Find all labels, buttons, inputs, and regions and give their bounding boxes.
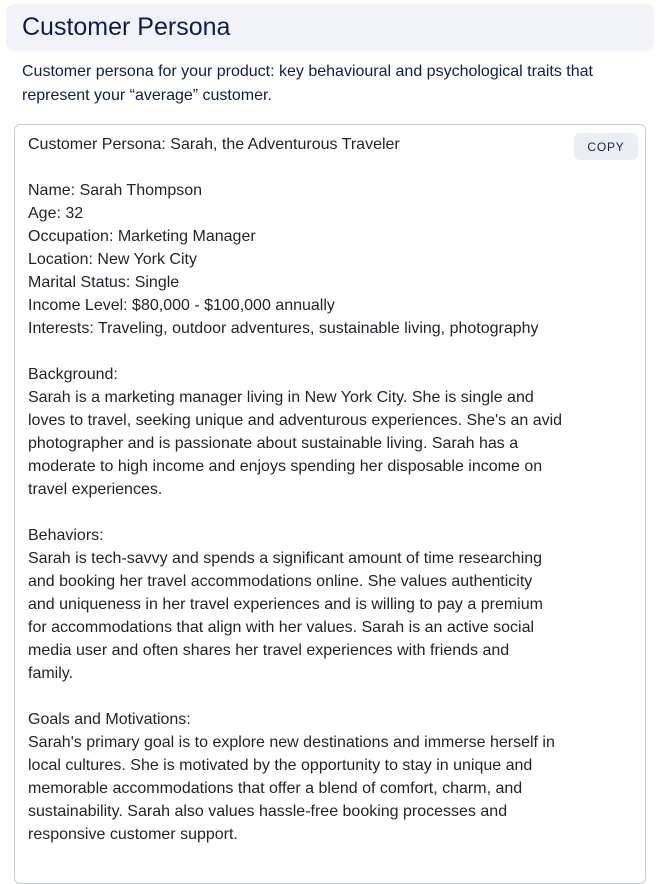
persona-heading: Customer Persona: Sarah, the Adventurous Traveler [28, 136, 400, 153]
goals-line: sustainability. Sarah also values hassle-free booking processes and [28, 803, 508, 820]
behaviors-line: media user and often shares her travel experiences with friends and [28, 642, 510, 659]
goals-line: Sarah's primary goal is to explore new destinations and immerse herself in [28, 734, 555, 751]
profile-age: Age: 32 [28, 205, 84, 222]
goals-line: responsive customer support. [28, 826, 238, 843]
page-description: Customer persona for your product: key behavioural and psychological traits that represent your “average” customer. [22, 63, 593, 104]
title-bar [6, 4, 654, 51]
profile-location: Location: New York City [28, 251, 197, 268]
profile-occupation: Occupation: Marketing Manager [28, 228, 256, 245]
persona-text[interactable] [28, 133, 583, 846]
background-line: loves to travel, seeking unique and adventurous experiences. She's an avid [28, 412, 563, 429]
background-line: photographer and is passionate about sustainable living. Sarah has a [28, 435, 519, 452]
goals-line: local cultures. She is motivated by the opportunity to stay in unique and [28, 757, 533, 774]
copy-button[interactable]: COPY [574, 133, 638, 160]
behaviors-label: Behaviors: [28, 527, 104, 544]
profile-marital-status: Marital Status: Single [28, 274, 180, 291]
goals-line: memorable accommodations that offer a blend of comfort, charm, and [28, 780, 523, 797]
behaviors-line: Sarah is tech-savvy and spends a significant amount of time researching [28, 550, 543, 567]
background-line: Sarah is a marketing manager living in New York City. She is single and [28, 389, 534, 406]
background-line: travel experiences. [28, 481, 163, 498]
background-label: Background: [28, 366, 118, 383]
behaviors-line: and uniqueness in her travel experiences and is willing to pay a premium [28, 596, 543, 613]
behaviors-line: family. [28, 665, 74, 682]
profile-name: Name: Sarah Thompson [28, 182, 203, 199]
page-title: Customer Persona [22, 13, 231, 41]
behaviors-line: and booking her travel accommodations online. She values authenticity [28, 573, 533, 590]
persona-output-box[interactable] [14, 124, 646, 884]
profile-interests: Interests: Traveling, outdoor adventures, sustainable living, photography [28, 320, 539, 337]
background-line: moderate to high income and enjoys spending her disposable income on [28, 458, 543, 475]
behaviors-line: for accommodations that align with her values. Sarah is an active social [28, 619, 535, 636]
goals-label: Goals and Motivations: [28, 711, 191, 728]
profile-income-level: Income Level: $80,000 - $100,000 annually [28, 297, 335, 314]
